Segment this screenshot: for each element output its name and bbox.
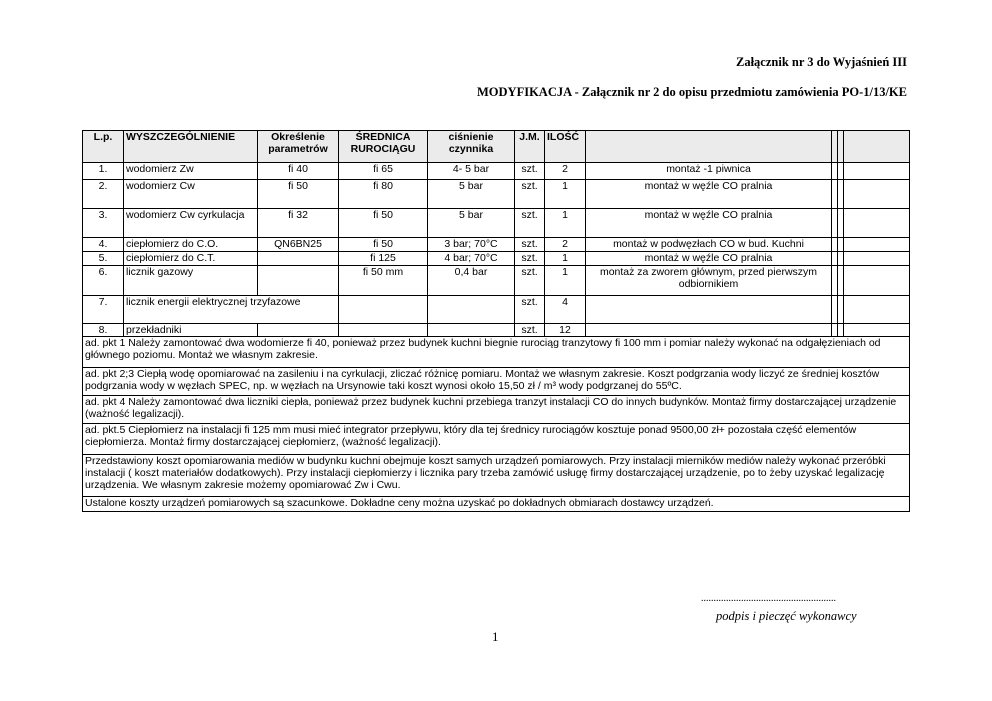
col-header-lp: L.p. bbox=[83, 131, 124, 163]
row-item: wodomierz Cw bbox=[124, 180, 258, 209]
row-blank bbox=[844, 238, 910, 252]
row-pressure: 4- 5 bar bbox=[428, 163, 515, 180]
col-header-blank bbox=[586, 131, 832, 163]
row-unit: szt. bbox=[515, 209, 545, 238]
row-diameter: fi 50 bbox=[339, 238, 428, 252]
row-lp: 6. bbox=[83, 266, 124, 296]
modification-heading: MODYFIKACJA - Załącznik nr 2 do opisu przedmiotu zamówienia PO-1/13/KE bbox=[477, 85, 907, 99]
row-pressure bbox=[428, 296, 515, 324]
row-qty: 2 bbox=[545, 238, 586, 252]
row-item: przekładniki bbox=[124, 324, 258, 337]
note-row bbox=[83, 455, 910, 497]
attachment-heading: Załącznik nr 3 do Wyjaśnień III bbox=[736, 55, 907, 69]
note-row bbox=[83, 497, 910, 512]
row-lp: 7. bbox=[83, 296, 124, 324]
row-qty: 1 bbox=[545, 209, 586, 238]
row-blank bbox=[844, 209, 910, 238]
page-number: 1 bbox=[492, 629, 499, 644]
row-unit: szt. bbox=[515, 163, 545, 180]
row-item: licznik energii elektrycznej trzyfazowe bbox=[124, 296, 339, 324]
row-lp: 8. bbox=[83, 324, 124, 337]
specification-table bbox=[82, 130, 910, 512]
row-diameter: fi 50 bbox=[339, 209, 428, 238]
row-unit: szt. bbox=[515, 296, 545, 324]
note-row bbox=[83, 424, 910, 455]
table-row bbox=[83, 209, 910, 238]
table-row bbox=[83, 238, 910, 252]
note-row bbox=[83, 396, 910, 424]
row-item: ciepłomierz do C.T. bbox=[124, 252, 258, 266]
table-row bbox=[83, 324, 910, 337]
note-text: ad. pkt.5 Ciepłomierz na instalacji fi 125 mm musi mieć integrator przepływu, który dla tej średnicy rurociągów kosztuje ponad 9500,00 zł+ pozostała część elementów ciepłomierza. Montaż firmy dostarczającej ciepłomierz, (ważność legalizacji). bbox=[83, 424, 910, 455]
row-unit: szt. bbox=[515, 238, 545, 252]
table-row bbox=[83, 163, 910, 180]
row-lp: 4. bbox=[83, 238, 124, 252]
row-param: fi 32 bbox=[258, 209, 339, 238]
row-item: licznik gazowy bbox=[124, 266, 258, 296]
row-diameter bbox=[339, 324, 428, 337]
row-qty: 1 bbox=[545, 266, 586, 296]
signature-line: ...................................................... bbox=[701, 593, 836, 604]
signature-label: podpis i pieczęć wykonawcy bbox=[716, 609, 857, 623]
col-header-pressure: ciśnienie czynnika bbox=[428, 131, 515, 163]
note-text: ad. pkt 2;3 Ciepłą wodę opomiarować na zasileniu i na cyrkulacji, zliczać różnicę pomiaru. Montaż we własnym zakresie. Koszt podgrzania wody liczyć ze średniej kosztów podgrzania wody w węzłach SPEC, np. w węzłach na Ursynowie taki koszt wynosi około 15,50 zł / m³ wody podgrzanej do 55ºC. bbox=[83, 368, 910, 396]
row-lp: 2. bbox=[83, 180, 124, 209]
row-qty: 12 bbox=[545, 324, 586, 337]
col-header-item: WYSZCZEGÓLNIENIE bbox=[124, 131, 258, 163]
row-qty: 2 bbox=[545, 163, 586, 180]
row-pressure: 0,4 bar bbox=[428, 266, 515, 296]
row-pressure: 4 bar; 70°C bbox=[428, 252, 515, 266]
col-header-qty: ILOŚĆ bbox=[545, 131, 586, 163]
row-note: montaż w podwęzłach CO w bud. Kuchni bbox=[586, 238, 832, 252]
row-pressure bbox=[428, 324, 515, 337]
row-note bbox=[586, 296, 832, 324]
row-item: ciepłomierz do C.O. bbox=[124, 238, 258, 252]
row-note: montaż w węźle CO pralnia bbox=[586, 180, 832, 209]
note-row bbox=[83, 368, 910, 396]
col-header-unit: J.M. bbox=[515, 131, 545, 163]
row-item: wodomierz Cw cyrkulacja bbox=[124, 209, 258, 238]
row-param: QN6BN25 bbox=[258, 238, 339, 252]
row-blank bbox=[844, 296, 910, 324]
row-note: montaż w węźle CO pralnia bbox=[586, 209, 832, 238]
row-pressure: 5 bar bbox=[428, 180, 515, 209]
row-qty: 4 bbox=[545, 296, 586, 324]
row-unit: szt. bbox=[515, 266, 545, 296]
row-qty: 1 bbox=[545, 180, 586, 209]
row-param: fi 40 bbox=[258, 163, 339, 180]
row-lp: 3. bbox=[83, 209, 124, 238]
row-note: montaż za zworem głównym, przed pierwszym odbiornikiem bbox=[586, 266, 832, 296]
table-row bbox=[83, 252, 910, 266]
row-unit: szt. bbox=[515, 252, 545, 266]
row-pressure: 3 bar; 70°C bbox=[428, 238, 515, 252]
row-note: montaż -1 piwnica bbox=[586, 163, 832, 180]
row-note: montaż w węźle CO pralnia bbox=[586, 252, 832, 266]
note-text: ad. pkt 1 Należy zamontować dwa wodomierze fi 40, ponieważ przez budynek kuchni biegnie rurociąg tranzytowy fi 100 mm i pomiar należy wykonać na odgałęzieniach od głównego poziomu. Montaż we własnym zakresie. bbox=[83, 337, 910, 368]
row-diameter: fi 125 bbox=[339, 252, 428, 266]
note-row bbox=[83, 337, 910, 368]
row-blank bbox=[844, 324, 910, 337]
row-note bbox=[586, 324, 832, 337]
note-text: Przedstawiony koszt opomiarowania mediów w budynku kuchni obejmuje koszt samych urządzeń pomiarowych. Przy instalacji mierników mediów należy wykonać przeróbki instalacji ( koszt materiałów dodatkowych). Przy instalacji ciepłomierzy i licznika pary trzeba zamówić usługę firmy dostarczającej urządzenie, po to żeby uzyskać legalizację urządzenia. We własnym zakresie możemy opomiarować Zw i Cwu. bbox=[83, 455, 910, 497]
note-text: ad. pkt 4 Należy zamontować dwa liczniki ciepła, ponieważ przez budynek kuchni przebiega tranzyt instalacji CO do innych budynków. Montaż firmy dostarczającej urządzenie (ważność legalizacji). bbox=[83, 396, 910, 424]
table-row bbox=[83, 296, 910, 324]
row-lp: 1. bbox=[83, 163, 124, 180]
row-diameter: fi 80 bbox=[339, 180, 428, 209]
row-diameter: fi 65 bbox=[339, 163, 428, 180]
row-unit: szt. bbox=[515, 324, 545, 337]
row-pressure: 5 bar bbox=[428, 209, 515, 238]
col-header-blank bbox=[844, 131, 910, 163]
row-blank bbox=[844, 180, 910, 209]
row-param bbox=[258, 266, 339, 296]
col-header-diameter: ŚREDNICA RUROCIĄGU bbox=[339, 131, 428, 163]
row-param: fi 50 bbox=[258, 180, 339, 209]
row-param bbox=[258, 252, 339, 266]
row-param bbox=[258, 324, 339, 337]
note-text: Ustalone koszty urządzeń pomiarowych są szacunkowe. Dokładne ceny można uzyskać po dokładnych obmiarach dostawcy urządzeń. bbox=[83, 497, 910, 512]
row-diameter bbox=[339, 296, 428, 324]
table-row bbox=[83, 180, 910, 209]
row-blank bbox=[844, 163, 910, 180]
table-row bbox=[83, 266, 910, 296]
row-unit: szt. bbox=[515, 180, 545, 209]
row-diameter: fi 50 mm bbox=[339, 266, 428, 296]
col-header-param: Określenie parametrów bbox=[258, 131, 339, 163]
row-qty: 1 bbox=[545, 252, 586, 266]
row-blank bbox=[844, 252, 910, 266]
row-blank bbox=[844, 266, 910, 296]
table-header-row bbox=[83, 131, 910, 163]
row-lp: 5. bbox=[83, 252, 124, 266]
row-item: wodomierz Zw bbox=[124, 163, 258, 180]
